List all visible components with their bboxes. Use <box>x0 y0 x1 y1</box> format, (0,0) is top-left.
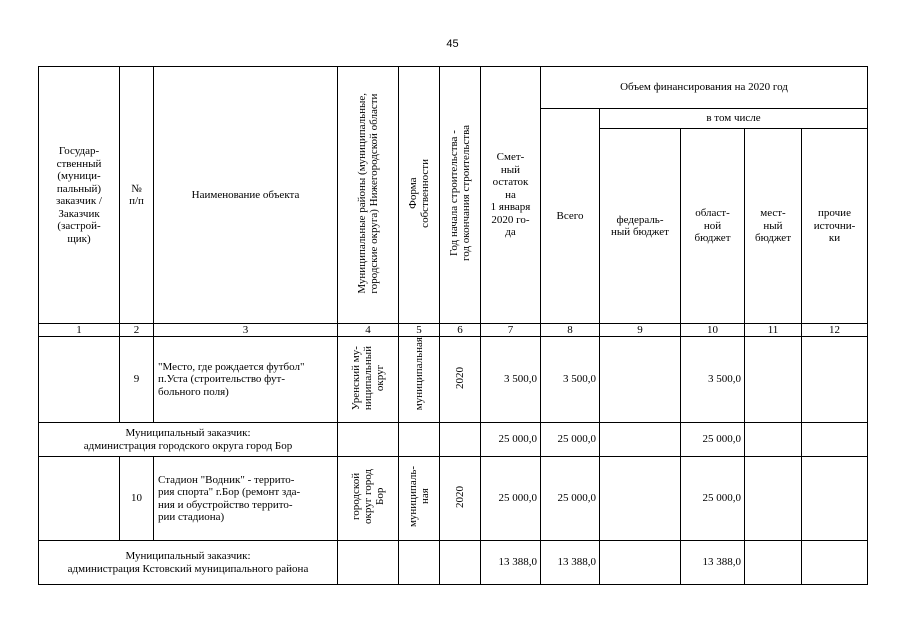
ownership-cell: муниципальная <box>399 337 440 423</box>
total-cell: 25 000,0 <box>541 423 600 457</box>
column-number: 2 <box>120 324 154 337</box>
object-name: Стадион "Водник" - террито- рия спорта" г.Бор (ремонт зда- ния и обустройство террито- рии стадиона) <box>154 457 338 541</box>
header-federal: федераль- ный бюджет <box>600 129 681 324</box>
year-cell: 2020 <box>440 337 481 423</box>
header-total: Всего <box>541 109 600 324</box>
header-local: мест- ный бюджет <box>745 129 802 324</box>
district-cell: городской округ город Бор <box>338 457 399 541</box>
header-districts: Муниципальные районы (муниципальные, городские округа) Нижегородской области <box>338 67 399 324</box>
column-number: 11 <box>745 324 802 337</box>
regional-cell: 3 500,0 <box>681 337 745 423</box>
column-number: 1 <box>39 324 120 337</box>
regional-cell: 13 388,0 <box>681 541 745 585</box>
header-years: Год начала строительства - год окончания строительства <box>440 67 481 324</box>
district-cell: Уренский му- ниципальный округ <box>338 337 399 423</box>
column-number: 3 <box>154 324 338 337</box>
financing-table <box>38 66 868 585</box>
estimate-cell: 25 000,0 <box>481 423 541 457</box>
page-number: 45 <box>446 38 459 50</box>
customer-row <box>39 541 868 585</box>
object-name: "Место, где рождается футбол" п.Уста (строительство фут- больного поля) <box>154 337 338 423</box>
customer-name: Муниципальный заказчик: администрация городского округа город Бор <box>39 423 338 457</box>
row-number: 10 <box>120 457 154 541</box>
column-numbers-row <box>39 324 868 337</box>
column-number: 7 <box>481 324 541 337</box>
year-cell: 2020 <box>440 457 481 541</box>
total-cell: 3 500,0 <box>541 337 600 423</box>
row-number: 9 <box>120 337 154 423</box>
header-estimate-rest: Смет- ный остаток на 1 января 2020 го- да <box>481 67 541 324</box>
estimate-cell: 13 388,0 <box>481 541 541 585</box>
column-number: 8 <box>541 324 600 337</box>
estimate-cell: 25 000,0 <box>481 457 541 541</box>
header-object-name: Наименование объекта <box>154 67 338 324</box>
header-ownership: Форма собственности <box>399 67 440 324</box>
table-row <box>39 337 868 423</box>
header-financing-title: Объем финансирования на 2020 год <box>541 67 868 109</box>
ownership-cell: муниципаль- ная <box>399 457 440 541</box>
total-cell: 25 000,0 <box>541 457 600 541</box>
header-customer: Государ- ственный (муници- пальный) заказчик / Заказчик (застрой- щик) <box>39 67 120 324</box>
column-number: 6 <box>440 324 481 337</box>
header-other: прочие источни- ки <box>802 129 868 324</box>
regional-cell: 25 000,0 <box>681 457 745 541</box>
column-number: 10 <box>681 324 745 337</box>
estimate-cell: 3 500,0 <box>481 337 541 423</box>
table-row <box>39 457 868 541</box>
header-regional: област- ной бюджет <box>681 129 745 324</box>
customer-row <box>39 423 868 457</box>
column-number: 5 <box>399 324 440 337</box>
header-nn: № п/п <box>120 67 154 324</box>
regional-cell: 25 000,0 <box>681 423 745 457</box>
column-number: 4 <box>338 324 399 337</box>
total-cell: 13 388,0 <box>541 541 600 585</box>
column-number: 12 <box>802 324 868 337</box>
column-number: 9 <box>600 324 681 337</box>
header-including: в том числе <box>600 109 868 129</box>
customer-name: Муниципальный заказчик: администрация Кстовский муниципального района <box>39 541 338 585</box>
